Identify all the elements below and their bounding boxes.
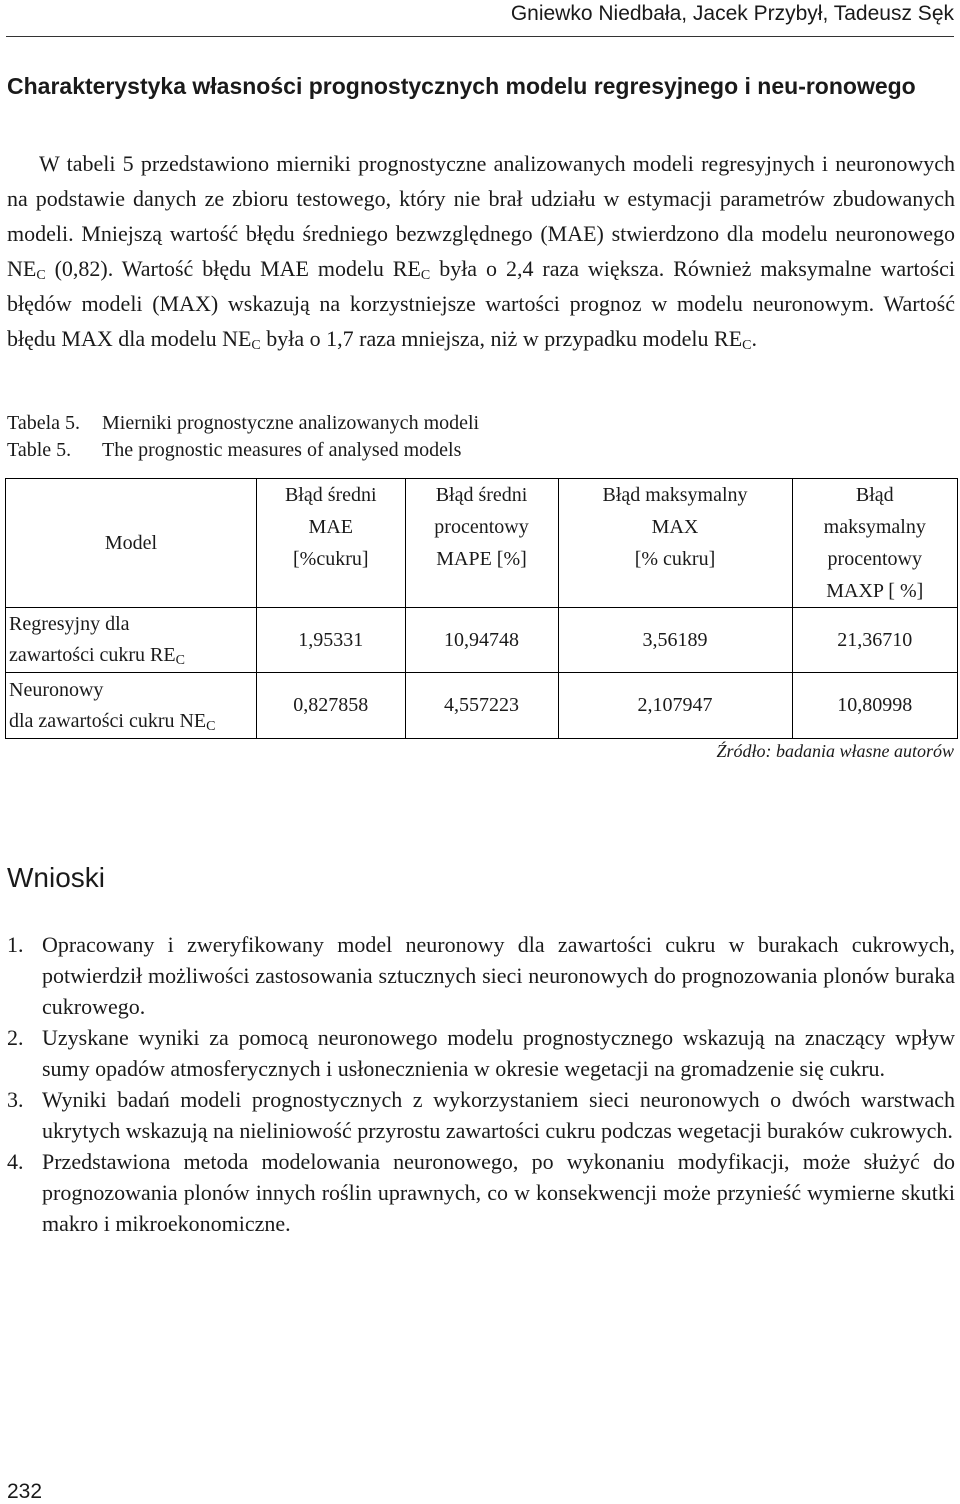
item-number: 3. <box>7 1087 24 1112</box>
item-text: Przedstawiona metoda modelowania neuronowego, po wykonaniu modyfikacji, może służyć do prognozowania plonów innych roślin uprawnych, co w konsekwencji może przynieść wymierne skutki makro i mikroekonomiczne. <box>42 1149 955 1236</box>
list-item <box>7 1022 955 1084</box>
header-line: procentowy <box>827 548 922 570</box>
subscript: C <box>420 268 431 283</box>
body-paragraph <box>7 146 955 356</box>
row-label-line: Neuronowy <box>9 678 104 701</box>
table-source-note: Źródło: badania własne autorów <box>716 741 954 761</box>
item-text: Opracowany i zweryfikowany model neuronowy dla zawartości cukru w burakach cukrowych, potwierdził możliwości zastosowania sztucznych sieci neuronowych do prognozowania plonów buraka cukrowego. <box>42 932 955 1019</box>
cell-mae: 0,827858 <box>257 673 406 739</box>
header-mae <box>257 479 406 608</box>
caption-text: The prognostic measures of analysed models <box>102 439 462 461</box>
conclusions-list <box>7 929 955 1239</box>
row-label-line: Regresyjny dla <box>9 613 130 635</box>
table-header-row <box>6 479 958 608</box>
header-line: [% cukru] <box>634 548 716 570</box>
header-line: Błąd <box>855 484 894 506</box>
row-label-line: zawartości cukru REC <box>9 644 185 668</box>
table-row <box>6 673 958 739</box>
table-caption <box>7 410 479 464</box>
row-label-line: dla zawartości cukru NEC <box>9 709 216 734</box>
row-label <box>6 673 257 739</box>
header-max <box>558 479 792 608</box>
header-line: MAE <box>308 516 353 538</box>
header-line: Błąd średni <box>435 484 528 506</box>
header-line: [%cukru] <box>293 548 369 570</box>
header-line: Błąd średni <box>284 484 377 506</box>
list-item <box>7 1084 955 1146</box>
list-item <box>7 929 955 1022</box>
paragraph-text-4: była o 1,7 raza mniejsza, niż w przypadku modelu RE <box>260 326 743 351</box>
list-item <box>7 1146 955 1239</box>
item-number: 2. <box>7 1025 24 1050</box>
header-line: Błąd maksymalny <box>602 484 748 506</box>
header-model: Model <box>6 479 257 608</box>
subscript: C <box>175 653 185 668</box>
item-number: 4. <box>7 1149 24 1174</box>
row-label <box>6 608 257 673</box>
cell-max: 3,56189 <box>558 608 792 673</box>
caption-polish <box>7 410 479 437</box>
paragraph-text-1: W tabeli 5 przedstawiono mierniki prognostyczne analizowanych modeli regresyjnych i neuronowych na podstawie danych ze zbioru testowego, który nie brał udziału w estymacji parametrów zbudowanych modeli. Mniejszą wartość błędu średniego bezwzględnego (MAE) stwierdzono dla modelu neuronowego NE <box>7 151 955 281</box>
header-line: MAXP [ %] <box>826 580 924 602</box>
header-mape <box>405 479 558 608</box>
subscript: C <box>742 338 752 353</box>
cell-mape: 10,94748 <box>405 608 558 673</box>
header-line: MAX <box>651 516 699 538</box>
section-title: Charakterystyka własności prognostycznych modelu regresyjnego i neu-ronowego <box>7 73 916 99</box>
paragraph-text-3: była o 2,4 raza większa. Również maksymalne wartości błędów modeli (MAX) wskazują na korzystniejsze wartości prognoz w modelu neuronowym. Wartość błędu MAX dla modelu NE <box>7 256 955 351</box>
conclusions-heading: Wnioski <box>7 862 106 893</box>
measures-table <box>5 478 958 739</box>
subscript: C <box>206 718 216 734</box>
caption-english <box>7 437 479 464</box>
cell-max: 2,107947 <box>558 673 792 739</box>
cell-maxp: 21,36710 <box>792 608 957 673</box>
header-authors: Gniewko Niedbała, Jacek Przybył, Tadeusz Sęk <box>510 2 954 25</box>
header-maxp <box>792 479 957 608</box>
caption-text: Mierniki prognostyczne analizowanych modeli <box>102 412 480 434</box>
cell-maxp: 10,80998 <box>792 673 957 739</box>
caption-label: Tabela 5. <box>7 412 81 434</box>
cell-mae: 1,95331 <box>257 608 406 673</box>
table-row <box>6 608 958 673</box>
item-number: 1. <box>7 932 24 957</box>
subscript: C <box>251 338 261 353</box>
page-number: 232 <box>7 1480 43 1503</box>
cell-mape: 4,557223 <box>405 673 558 739</box>
header-line: procentowy <box>434 516 529 538</box>
header-rule <box>6 36 954 37</box>
header-line: MAPE [%] <box>436 548 527 570</box>
header-line: maksymalny <box>823 516 926 538</box>
running-header <box>0 0 960 40</box>
paragraph-text-2: (0,82). Wartość błędu MAE modelu RE <box>45 256 421 281</box>
caption-label: Table 5. <box>7 439 72 461</box>
item-text: Wyniki badań modeli prognostycznych z wykorzystaniem sieci neuronowych o dwóch warstwach ukrytych wskazują na nieliniowość przyrostu zawartości cukru podczas wegetacji buraków cukrowych. <box>42 1087 955 1143</box>
paragraph-text-5: . <box>751 326 758 351</box>
item-text: Uzyskane wyniki za pomocą neuronowego modelu prognostycznego wskazują na znaczący wpływ sumy opadów atmosferycznych i usłonecznienia w okresie wegetacji na gromadzenie się cukru. <box>42 1025 955 1081</box>
subscript: C <box>36 268 46 283</box>
